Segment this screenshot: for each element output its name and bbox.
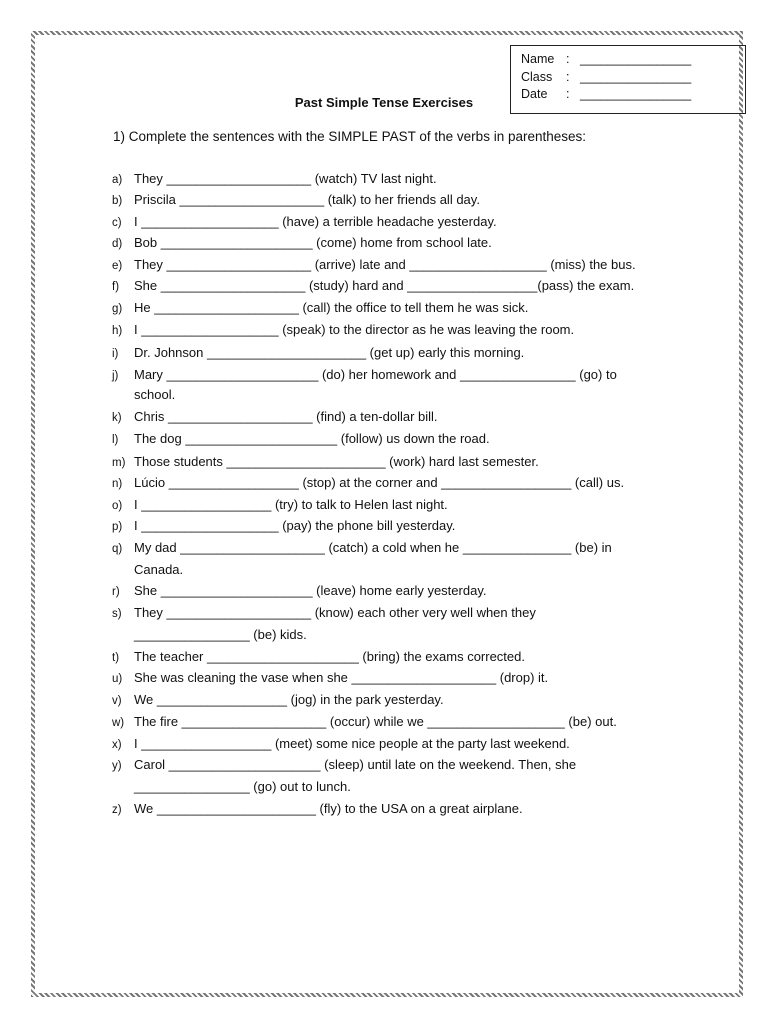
item-text[interactable]: We __________________ (jog) in the park yesterday.	[134, 692, 444, 707]
item-letter: b)	[112, 195, 123, 207]
date-blank[interactable]: ________________	[580, 87, 692, 101]
item-letter: l)	[112, 434, 119, 446]
item-letter: t)	[112, 652, 120, 664]
exercise-item-q	[112, 540, 612, 555]
exercise-item-y	[112, 757, 576, 772]
item-text[interactable]: She ____________________ (study) hard and __________________(pass) the exam.	[134, 278, 635, 293]
class-field[interactable]	[521, 69, 745, 87]
item-text[interactable]: They ____________________ (arrive) late and ___________________ (miss) the bus.	[134, 257, 636, 272]
item-text[interactable]: I ___________________ (speak) to the director as he was leaving the room.	[134, 322, 575, 337]
exercise-item-r	[112, 583, 486, 598]
item-letter: r)	[112, 586, 120, 598]
exercise-item-x	[112, 736, 570, 751]
exercise-item-e	[112, 257, 636, 272]
item-text[interactable]: She _____________________ (leave) home early yesterday.	[134, 583, 487, 598]
item-text[interactable]: The teacher _____________________ (bring) the exams corrected.	[134, 649, 525, 664]
item-letter: u)	[112, 673, 123, 685]
item-letter: w)	[112, 717, 125, 729]
date-label: Date	[521, 87, 548, 101]
item-letter: s)	[112, 608, 122, 620]
item-text[interactable]: She was cleaning the vase when she ____________________ (drop) it.	[134, 670, 549, 685]
item-text[interactable]: Those students ______________________ (work) hard last semester.	[134, 454, 539, 469]
item-text[interactable]: I __________________ (try) to talk to Helen last night.	[134, 497, 448, 512]
exercise-item-u	[112, 670, 548, 685]
exercise-item-v	[112, 692, 444, 707]
exercise-item-t	[112, 649, 525, 664]
name-label: Name	[521, 52, 555, 66]
item-text[interactable]: The dog _____________________ (follow) us down the road.	[134, 431, 490, 446]
exercise-item-n	[112, 475, 624, 490]
item-letter: d)	[112, 238, 123, 250]
item-letter: i)	[112, 348, 119, 360]
exercise-item-o	[112, 497, 448, 512]
item-letter: k)	[112, 412, 122, 424]
item-text[interactable]: Chris ____________________ (find) a ten-dollar bill.	[134, 409, 438, 424]
exercise-item-h	[112, 322, 574, 337]
item-text[interactable]: We ______________________ (fly) to the USA on a great airplane.	[134, 801, 523, 816]
exercise-item-c	[112, 214, 497, 229]
item-text[interactable]: Lúcio __________________ (stop) at the corner and __________________ (call) us.	[134, 475, 625, 490]
name-field[interactable]	[521, 51, 745, 69]
item-letter: y)	[112, 760, 122, 772]
exercise-item-l	[112, 431, 490, 446]
item-letter: q)	[112, 543, 123, 555]
exercise-item-i	[112, 345, 524, 360]
date-colon: :	[566, 87, 570, 101]
item-text[interactable]: The fire ____________________ (occur) while we ___________________ (be) out.	[134, 714, 617, 729]
name-blank[interactable]: ________________	[580, 52, 692, 66]
exercise-item-k	[112, 409, 438, 424]
class-blank[interactable]: ________________	[580, 69, 692, 84]
item-text[interactable]: They ____________________ (know) each other very well when they	[134, 605, 536, 620]
exercise-item-j-continuation: school.	[134, 387, 176, 402]
item-text[interactable]: Dr. Johnson ______________________ (get up) early this morning.	[134, 345, 525, 360]
item-letter: j)	[112, 370, 119, 382]
exercise-item-f	[112, 278, 634, 293]
item-letter: a)	[112, 174, 123, 186]
item-letter: c)	[112, 217, 122, 229]
exercise-item-w	[112, 714, 617, 729]
item-letter: z)	[112, 804, 122, 816]
exercise-item-g	[112, 300, 528, 315]
item-text[interactable]: Mary _____________________ (do) her homework and ________________ (go) to	[134, 367, 617, 382]
name-colon: :	[566, 52, 570, 66]
item-letter: x)	[112, 739, 122, 751]
exercise-item-m	[112, 454, 539, 469]
item-letter: o)	[112, 500, 123, 512]
item-text[interactable]: He ____________________ (call) the office to tell them he was sick.	[134, 300, 529, 315]
class-label: Class	[521, 69, 553, 84]
item-text[interactable]: I ___________________ (pay) the phone bill yesterday.	[134, 518, 456, 533]
item-text[interactable]: Bob _____________________ (come) home from school late.	[134, 235, 492, 250]
exercise-instruction: 1) Complete the sentences with the SIMPLE PAST of the verbs in parentheses:	[113, 129, 587, 144]
exercise-item-a	[112, 171, 437, 186]
worksheet-title: Past Simple Tense Exercises	[294, 95, 474, 110]
exercise-item-y-continuation[interactable]: ________________ (go) out to lunch.	[134, 779, 351, 794]
exercise-item-d	[112, 235, 492, 250]
item-letter: f)	[112, 281, 120, 293]
exercise-item-s	[112, 605, 536, 620]
item-text[interactable]: They ____________________ (watch) TV last night.	[134, 171, 437, 186]
item-text[interactable]: My dad ____________________ (catch) a cold when he _______________ (be) in	[134, 540, 612, 555]
exercise-item-z	[112, 801, 523, 816]
exercise-item-p	[112, 518, 455, 533]
item-text[interactable]: Priscila ____________________ (talk) to her friends all day.	[134, 192, 480, 207]
item-text[interactable]: I __________________ (meet) some nice people at the party last weekend.	[134, 736, 570, 751]
exercise-item-b	[112, 192, 480, 207]
item-letter: g)	[112, 303, 123, 315]
item-letter: p)	[112, 521, 123, 533]
exercise-item-q-continuation: Canada.	[134, 562, 184, 577]
item-letter: v)	[112, 695, 122, 707]
exercise-item-s-continuation[interactable]: ________________ (be) kids.	[134, 627, 307, 642]
item-text[interactable]: I ___________________ (have) a terrible headache yesterday.	[134, 214, 497, 229]
item-letter: h)	[112, 325, 123, 337]
exercise-item-j	[112, 367, 617, 382]
item-letter: e)	[112, 260, 123, 272]
item-text[interactable]: Carol _____________________ (sleep) until late on the weekend. Then, she	[134, 757, 577, 772]
item-letter: m)	[112, 457, 126, 469]
item-letter: n)	[112, 478, 123, 490]
class-colon: :	[566, 69, 570, 84]
